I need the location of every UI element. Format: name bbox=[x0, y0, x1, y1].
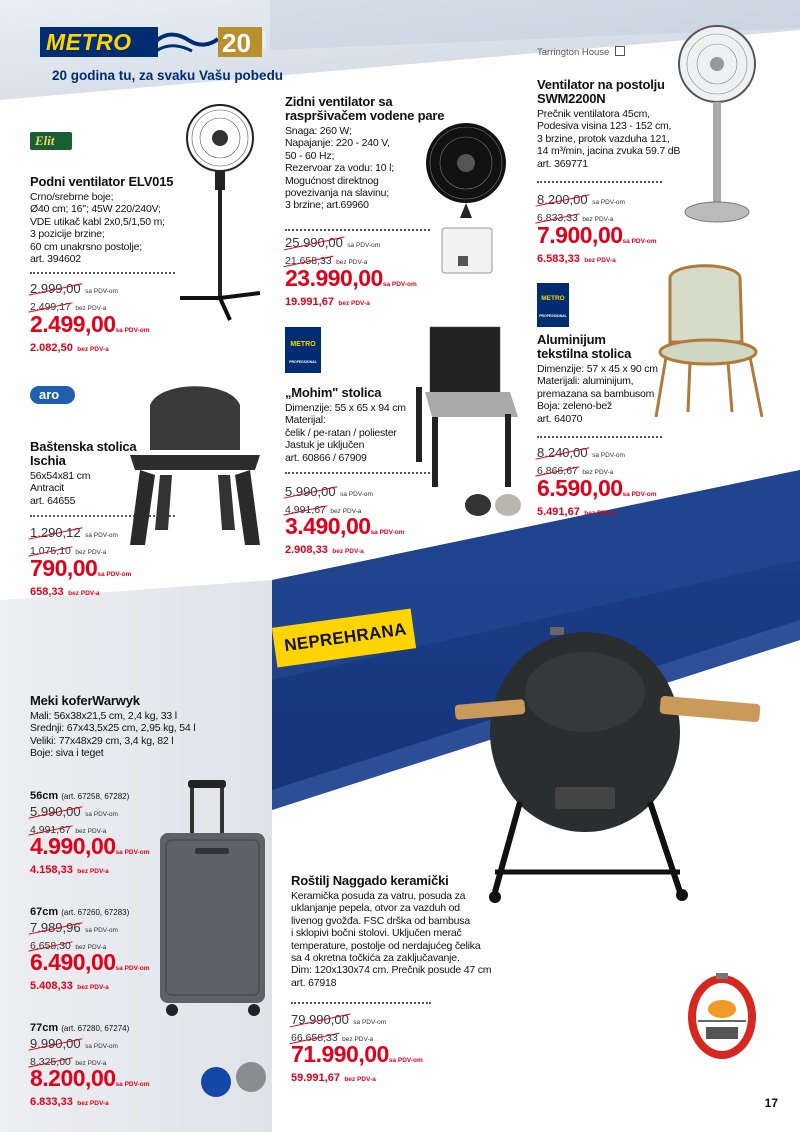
mohim-line: art. 60866 / 67909 bbox=[285, 451, 367, 464]
tag-bez-pdv: bez PDV-a bbox=[582, 216, 614, 223]
old-gross: 5.990,00 bbox=[285, 484, 336, 499]
ischia-line: 56x54x81 cm bbox=[30, 470, 91, 482]
tag-bez-pdv: bez PDV-a bbox=[342, 1036, 374, 1043]
divider bbox=[537, 181, 662, 183]
wall-fan-line: Napajanje: 220 - 240 V, bbox=[285, 137, 390, 150]
mohim-image bbox=[410, 322, 525, 492]
ischia-title: Baštenska stolica bbox=[30, 439, 137, 454]
alu-chair-title-2: tekstilna stolica bbox=[537, 346, 632, 361]
tag-sa-pdv: sa PDV-om bbox=[382, 281, 417, 288]
naggado-title: Roštilj Naggado keramički bbox=[291, 873, 449, 888]
warwyk-block bbox=[30, 694, 260, 760]
wall-fan-line: povezivanja na slavinu; bbox=[285, 187, 389, 200]
elv015-line: 60 cm unakrsno postolje; bbox=[30, 240, 142, 253]
alu-chair-line: art. 64070 bbox=[537, 412, 583, 425]
old-gross: 25.990,00 bbox=[285, 235, 343, 250]
tag-sa-pdv: sa PDV-om bbox=[85, 288, 118, 295]
swatch-light bbox=[495, 494, 521, 516]
size-art: (art. 67260, 67283) bbox=[61, 908, 130, 917]
tag-bez-pdv: bez PDV-a bbox=[75, 944, 107, 951]
warwyk-line: Veliki: 77x48x29 cm, 3,4 kg, 82 l bbox=[30, 734, 174, 747]
elv015-title: Podni ventilator ELV015 bbox=[30, 174, 174, 189]
size-art: (art. 67258, 67282) bbox=[61, 792, 130, 801]
divider bbox=[285, 229, 430, 231]
warwyk-line: Boje: siva i teget bbox=[30, 747, 104, 760]
tag-sa-pdv: sa PDV-om bbox=[97, 571, 132, 578]
swatch-dark bbox=[465, 494, 491, 516]
swm2200n-block bbox=[537, 78, 687, 170]
price: 7.900,00 bbox=[537, 222, 623, 248]
tarrington-brand bbox=[537, 46, 625, 58]
price-net: 19.991,67 bbox=[285, 296, 334, 308]
tag-bez-pdv: bez PDV-a bbox=[584, 257, 616, 264]
swatch-grey bbox=[236, 1062, 266, 1092]
wall-fan-title-2: raspršivačem vodene pare bbox=[285, 108, 445, 123]
divider bbox=[285, 472, 430, 474]
naggado-line: temperature, postolje od nerdajućeg čelika bbox=[291, 939, 481, 952]
metro-logo bbox=[40, 27, 270, 57]
aro-brand-logo bbox=[30, 386, 75, 404]
old-net: 66.658,33 bbox=[291, 1032, 338, 1044]
divider bbox=[30, 272, 175, 274]
elv015-line: Ø40 cm; 16''; 45W 220/240V; bbox=[30, 203, 161, 216]
metro-brand: METRO bbox=[46, 29, 132, 55]
tag-bez-pdv: bez PDV-a bbox=[330, 508, 362, 515]
tag-bez-pdv: bez PDV-a bbox=[77, 984, 109, 991]
alu-chair-title: Aluminijum bbox=[537, 332, 606, 347]
swm2200n-line: art. 369771 bbox=[537, 157, 588, 170]
price-net: 5.408,33 bbox=[30, 980, 73, 992]
aro-label: aro bbox=[39, 387, 60, 402]
tag-bez-pdv: bez PDV-a bbox=[77, 1100, 109, 1107]
price-net: 2.082,50 bbox=[30, 342, 73, 354]
old-net: 8.325,00 bbox=[30, 1056, 71, 1068]
price-net: 2.908,33 bbox=[285, 544, 328, 556]
price: 6.490,00 bbox=[30, 949, 116, 975]
tag-sa-pdv: sa PDV-om bbox=[115, 1081, 150, 1088]
metro-pro-sub: PROFESSIONAL bbox=[539, 314, 567, 318]
warwyk-price-net bbox=[30, 860, 109, 878]
old-gross: 2.999,00 bbox=[30, 281, 81, 296]
price-net: 4.158,33 bbox=[30, 864, 73, 876]
alu-chair-line: Dimenzije: 57 x 45 x 90 cm bbox=[537, 363, 658, 375]
tag-sa-pdv: sa PDV-om bbox=[85, 811, 118, 818]
wall-fan-line: 3 brzine; art.69960 bbox=[285, 199, 369, 212]
tag-sa-pdv: sa PDV-om bbox=[388, 1057, 423, 1064]
price: 23.990,00 bbox=[285, 265, 383, 291]
tag-sa-pdv: sa PDV-om bbox=[115, 965, 150, 972]
elit-label: Elit bbox=[35, 133, 55, 148]
price: 790,00 bbox=[30, 555, 98, 581]
tag-bez-pdv: bez PDV-a bbox=[584, 510, 616, 517]
swm2200n-line: Podesiva visina 123 - 152 cm, bbox=[537, 120, 672, 133]
naggado-line: art. 67918 bbox=[291, 976, 337, 989]
swm2200n-image bbox=[675, 22, 765, 232]
swm2200n-title-2: SWM2200N bbox=[537, 91, 606, 106]
section-label-text: NEPREHRANA bbox=[283, 619, 408, 656]
size-label: 67cm bbox=[30, 906, 59, 918]
naggado-image bbox=[450, 622, 770, 912]
old-gross: 7.989,96 bbox=[30, 920, 81, 935]
price-net: 6.583,33 bbox=[537, 253, 580, 265]
warwyk-image bbox=[150, 778, 270, 1028]
metro-professional-badge bbox=[285, 327, 321, 373]
tag-bez-pdv: bez PDV-a bbox=[68, 590, 100, 597]
tag-sa-pdv: sa PDV-om bbox=[85, 532, 118, 539]
elv015-line: Crno/srebrne boje; bbox=[30, 191, 114, 203]
tag-bez-pdv: bez PDV-a bbox=[75, 1060, 107, 1067]
tarrington-label: Tarrington House bbox=[537, 47, 610, 58]
divider bbox=[291, 1002, 431, 1004]
wall-fan-line: 50 - 60 Hz; bbox=[285, 149, 335, 162]
old-net: 4.991,67 bbox=[30, 824, 71, 836]
tag-sa-pdv: sa PDV-om bbox=[592, 452, 625, 459]
warwyk-size-row bbox=[30, 906, 129, 918]
swm2200n-title: Ventilator na postolju bbox=[537, 77, 665, 92]
tag-sa-pdv: sa PDV-om bbox=[353, 1019, 387, 1026]
elv015-price-net bbox=[30, 338, 109, 356]
alu-chair-price-net bbox=[537, 502, 616, 520]
price-net: 5.491,67 bbox=[537, 506, 580, 518]
tag-sa-pdv: sa PDV-om bbox=[340, 491, 373, 498]
price: 8.200,00 bbox=[30, 1065, 116, 1091]
tag-bez-pdv: bez PDV-a bbox=[75, 305, 107, 312]
wall-fan-line: Rezervoar za vodu: 10 l; bbox=[285, 162, 395, 175]
old-gross: 5.990,00 bbox=[30, 804, 81, 819]
anniversary-number: 20 bbox=[222, 28, 251, 58]
wall-fan-image bbox=[420, 118, 520, 278]
old-gross: 1.290,12 bbox=[30, 525, 81, 540]
warwyk-size-row bbox=[30, 790, 129, 802]
warwyk-price-net bbox=[30, 1092, 109, 1110]
mohim-line: Materijal: bbox=[285, 414, 326, 427]
grill-diagram-image bbox=[676, 965, 768, 1065]
price: 71.990,00 bbox=[291, 1041, 389, 1067]
mohim-line: Dimenzije: 55 x 65 x 94 cm bbox=[285, 402, 406, 414]
tag-bez-pdv: bez PDV-a bbox=[336, 259, 368, 266]
tagline: 20 godina tu, za svaku Vašu pobedu bbox=[52, 68, 284, 83]
old-gross: 79.990,00 bbox=[291, 1012, 349, 1027]
ischia-line: Antracit bbox=[30, 482, 64, 495]
size-label: 56cm bbox=[30, 790, 59, 802]
naggado-line: Keramička posuda za vatru, posuda za bbox=[291, 890, 466, 902]
tag-bez-pdv: bez PDV-a bbox=[338, 300, 370, 307]
anniversary-sub: GODINA bbox=[262, 30, 267, 48]
tag-sa-pdv: sa PDV-om bbox=[115, 849, 150, 856]
old-gross: 8.240,00 bbox=[537, 445, 588, 460]
alu-chair-line: Materijali: aluminijum, bbox=[537, 375, 634, 388]
warwyk-size-row bbox=[30, 1022, 129, 1034]
tag-bez-pdv: bez PDV-a bbox=[75, 549, 107, 556]
mohim-line: čelik / pe-ratan / poliester bbox=[285, 426, 397, 439]
tarrington-icon bbox=[615, 46, 625, 56]
tag-sa-pdv: sa PDV-om bbox=[622, 238, 657, 245]
old-gross: 8.200,00 bbox=[537, 192, 588, 207]
wall-fan-title: Zidni ventilator sa bbox=[285, 94, 393, 109]
metro-pro-label: METRO bbox=[290, 341, 316, 348]
naggado-line: Dim: 120x130x74 cm. Prečnik posude 47 cm bbox=[291, 964, 492, 977]
old-gross: 9.990,00 bbox=[30, 1036, 81, 1051]
metro-professional-badge bbox=[537, 283, 569, 327]
mohim-title: „Mohim" stolica bbox=[285, 385, 382, 400]
mohim-price-net bbox=[285, 540, 364, 558]
old-net: 2.499,17 bbox=[30, 301, 71, 313]
page-number: 17 bbox=[764, 1096, 778, 1110]
tag-sa-pdv: sa PDV-om bbox=[622, 491, 657, 498]
tag-bez-pdv: bez PDV-a bbox=[344, 1076, 376, 1083]
price: 3.490,00 bbox=[285, 513, 371, 539]
wall-fan-line: Snaga: 260 W; bbox=[285, 125, 352, 137]
price-net: 6.833,33 bbox=[30, 1096, 73, 1108]
tag-sa-pdv: sa PDV-om bbox=[592, 199, 625, 206]
tag-bez-pdv: bez PDV-a bbox=[582, 469, 614, 476]
tag-bez-pdv: bez PDV-a bbox=[75, 828, 107, 835]
old-net: 21.658,33 bbox=[285, 255, 332, 267]
metro-pro-label: METRO bbox=[541, 295, 565, 302]
tag-sa-pdv: sa PDV-om bbox=[115, 327, 150, 334]
naggado-line: livenog gvožđa. FSC drška od bambusa bbox=[291, 914, 470, 927]
naggado-price-net bbox=[291, 1068, 376, 1086]
swm2200n-line: 14 m³/min, jacina zvuka 59.7 dB bbox=[537, 145, 681, 158]
price-net: 59.991,67 bbox=[291, 1072, 340, 1084]
elv015-line: 3 pozicije brzine; bbox=[30, 228, 105, 241]
tag-bez-pdv: bez PDV-a bbox=[77, 346, 109, 353]
handshake-logo bbox=[152, 25, 267, 59]
alu-chair-line: premazana sa bambusom bbox=[537, 387, 655, 400]
elv015-line: VDE utikač kabl 2x0,5/1,50 m; bbox=[30, 215, 165, 228]
naggado-line: i sklopivi bočni stolovi. Uključen merač bbox=[291, 927, 462, 940]
old-net: 6.658,30 bbox=[30, 940, 71, 952]
tag-bez-pdv: bez PDV-a bbox=[332, 548, 364, 555]
wall-fan-price-net bbox=[285, 292, 370, 310]
swm2200n-line: 3 brzine, protok vazduha 121, bbox=[537, 132, 670, 145]
divider bbox=[537, 436, 662, 438]
elv015-image bbox=[175, 98, 265, 328]
swatch-navy bbox=[201, 1067, 231, 1097]
old-net: 6.866,67 bbox=[537, 465, 578, 477]
price: 2.499,00 bbox=[30, 311, 116, 337]
old-net: 6.833,33 bbox=[537, 212, 578, 224]
naggado-line: uklanjanje pepela, otvor za vazduh od bbox=[291, 902, 460, 915]
ischia-title-2: Ischia bbox=[30, 453, 66, 468]
ischia-line: art. 64655 bbox=[30, 494, 76, 507]
naggado-line: sa 4 okretna točkića za zaključavanje. bbox=[291, 952, 460, 965]
alu-chair-image bbox=[650, 262, 770, 422]
price: 4.990,00 bbox=[30, 833, 116, 859]
ischia-image bbox=[120, 375, 270, 555]
tag-sa-pdv: sa PDV-om bbox=[370, 529, 405, 536]
size-art: (art. 67280, 67274) bbox=[61, 1024, 130, 1033]
warwyk-line: Srednji: 67x43,5x25 cm, 2,95 kg, 54 l bbox=[30, 722, 196, 735]
tag-sa-pdv: sa PDV-om bbox=[85, 1043, 118, 1050]
size-label: 77cm bbox=[30, 1022, 59, 1034]
ischia-price-net bbox=[30, 582, 100, 600]
swm2200n-price-net bbox=[537, 249, 616, 267]
warwyk-price-net bbox=[30, 976, 109, 994]
warwyk-title: Meki koferWarwyk bbox=[30, 693, 140, 708]
elv015-line: art. 394602 bbox=[30, 253, 81, 266]
alu-chair-line: Boja: zeleno-bež bbox=[537, 400, 613, 413]
price-net: 658,33 bbox=[30, 586, 64, 598]
old-net: 4.991,67 bbox=[285, 504, 326, 516]
mohim-line: Jastuk je uključen bbox=[285, 439, 365, 452]
price: 6.590,00 bbox=[537, 475, 623, 501]
warwyk-line: Mali: 56x38x21,5 cm, 2,4 kg, 33 l bbox=[30, 710, 177, 722]
tag-bez-pdv: bez PDV-a bbox=[77, 868, 109, 875]
old-net: 1.075,10 bbox=[30, 545, 71, 557]
swm2200n-line: Prečnik ventilatora 45cm, bbox=[537, 108, 650, 120]
tag-sa-pdv: sa PDV-om bbox=[85, 927, 118, 934]
metro-pro-sub: PROFESSIONAL bbox=[289, 360, 317, 364]
wall-fan-line: Mogućnost direktnog bbox=[285, 174, 379, 187]
tag-sa-pdv: sa PDV-om bbox=[347, 242, 381, 249]
elit-brand-logo bbox=[30, 132, 72, 150]
